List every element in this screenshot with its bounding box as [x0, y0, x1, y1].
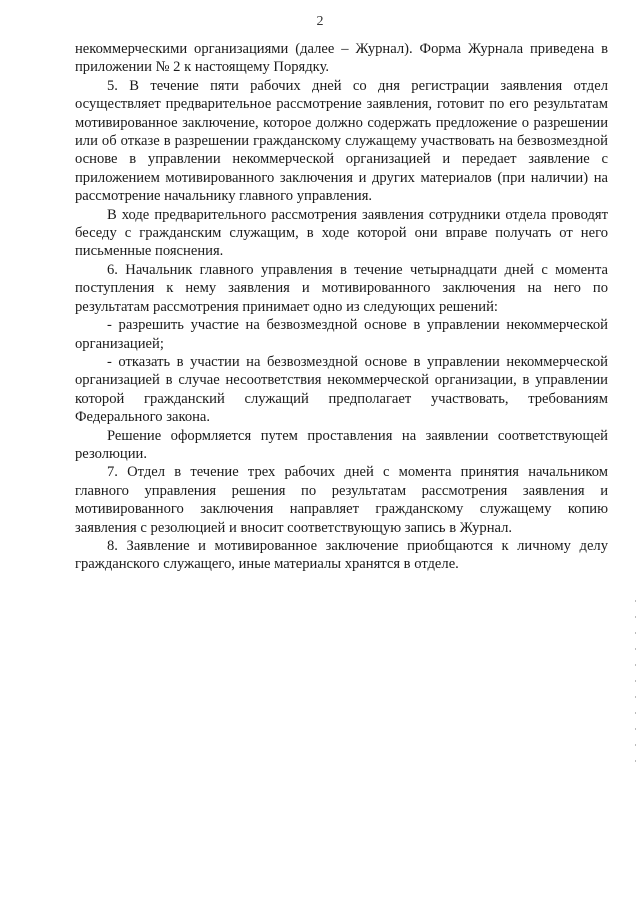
- paragraph-decision-refuse: - отказать в участии на безвозмездной основе в управлении некоммерческой организацией в случае несоответствия некоммерческой организации, в управлении которой гражданский служащий предполагает участвовать, требованиям Федерального закона.: [75, 353, 608, 426]
- paragraph-preliminary-review: В ходе предварительного рассмотрения заявления сотрудники отдела проводят беседу с гражданским служащим, в ходе которой они вправе получать от него письменные пояснения.: [75, 206, 608, 260]
- paragraph-item-8: 8. Заявление и мотивированное заключение приобщаются к личному делу гражданского служащего, иные материалы хранятся в отделе.: [75, 537, 608, 573]
- page-number: 2: [316, 14, 324, 29]
- paragraph-decision-allow: - разрешить участие на безвозмездной основе в управлении некоммерческой организацией;: [75, 317, 608, 352]
- paragraph-resolution: Решение оформляется путем проставления на заявлении соответствующей резолюции.: [75, 427, 608, 462]
- paragraph-item-5: 5. В течение пяти рабочих дней со дня регистрации заявления отдел осуществляет предварительное рассмотрение заявления, готовит по его результатам мотивированное заключение, которое должно содержать предложение о разрешении или об отказе в разрешении гражданскому служащему участвовать на безвозмездной основе в управлении некоммерческой организацией и передает заявление с приложением мотивированного заключения и других материалов (при наличии) на рассмотрение начальнику главного управления.: [75, 77, 608, 205]
- scan-margin-marks: [635, 600, 638, 780]
- paragraph-continuation: некоммерческими организациями (далее – Журнал). Форма Журнала приведена в приложении № 2 к настоящему Порядку.: [75, 41, 608, 76]
- paragraph-item-7: 7. Отдел в течение трех рабочих дней с момента принятия начальником главного управления решения по результатам рассмотрения заявления и мотивированного заключения направляет гражданскому служащему копию заявления с резолюцией и вносит соответствующую запись в Журнал.: [75, 464, 608, 536]
- document-body: [75, 40, 608, 574]
- paragraph-item-6: 6. Начальник главного управления в течение четырнадцати дней с момента поступления к нему заявления и мотивированного заключения на него по результатам рассмотрения принимает одно из следующих решений:: [75, 261, 608, 315]
